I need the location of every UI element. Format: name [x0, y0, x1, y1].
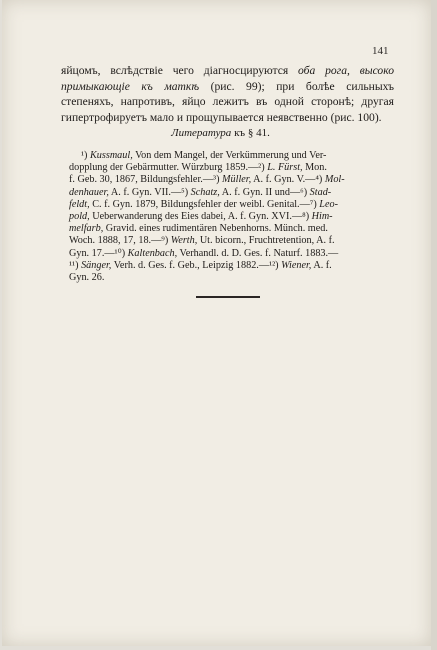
section-divider: [196, 296, 260, 298]
body-paragraph: [61, 63, 394, 125]
reference-line: f. Geb. 30, 1867, Bildungsfehler.—³) Müller, A. f. Gyn. V.—⁴) Mol-: [69, 174, 345, 186]
body-line: яйцомъ, вслѣдствіе чего діагносцируются оба рога, высоко: [61, 64, 395, 77]
page-number: 141: [372, 45, 389, 57]
reference-line: ¹) Kussmaul, Von dem Mangel, der Verkümmerung und Ver-: [81, 150, 327, 161]
reference-line: feldt, C. f. Gyn. 1879, Bildungsfehler der weibl. Genital.—⁷) Leo-: [69, 198, 338, 210]
reference-line: ¹¹) Sänger, Verh. d. Ges. f. Geb., Leipzig 1882.—¹²) Wiener, A. f.: [69, 259, 332, 271]
body-line: примыкающіе къ маткѣ (рис. 99); при болѣе сильныхъ: [61, 79, 394, 93]
reference-line: Gyn. 17.—¹⁰) Kaltenbach, Verhandl. d. D. Ges. f. Naturf. 1883.—: [69, 247, 339, 259]
body-line: степеняхъ, напротивъ, яйцо лежитъ въ одной сторонѣ; другая: [61, 95, 394, 109]
reference-line: melfarb, Gravid. eines rudimentären Nebenhorns. Münch. med.: [69, 223, 328, 235]
page-edge: [431, 0, 437, 650]
reference-line: Woch. 1888, 17, 18.—⁹) Werth, Ut. bicorn., Fruchtretention, A. f.: [69, 235, 335, 247]
reference-line: denhauer, A. f. Gyn. VII.—⁵) Schatz, A. f. Gyn. II und—⁶) Stad-: [69, 186, 332, 198]
reference-line: Gyn. 26.: [69, 272, 105, 284]
reference-line: pold, Ueberwanderung des Eies dabei, A. f. Gyn. XVI.—⁸) Him-: [69, 211, 333, 223]
literature-heading: Литература къ § 41.: [171, 127, 270, 139]
body-line: гипертрофируетъ мало и прощупывается неявственно (рис. 100).: [61, 110, 382, 124]
book-page: [2, 0, 431, 646]
reference-line: dopplung der Gebärmutter. Würzburg 1859.—²) L. Fürst, Mon.: [69, 162, 327, 174]
reference-list: [69, 150, 394, 284]
